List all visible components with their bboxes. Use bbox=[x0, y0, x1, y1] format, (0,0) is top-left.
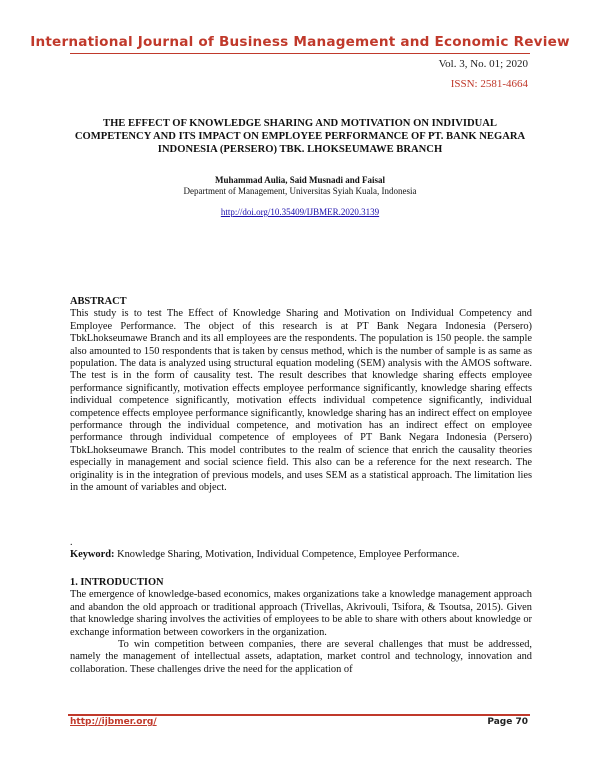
header-divider bbox=[70, 53, 530, 54]
doi-link[interactable]: http://doi.org/10.35409/IJBMER.2020.3139 bbox=[220, 207, 380, 217]
abstract-text: This study is to test The Effect of Knowledge Sharing and Motivation on Individual Competency and Employee Performance. The object of this research is at PT Bank Negara Indonesia (Persero) TbkLhokseumawe Branch and its all employees are the respondents. The population is 150 people. the sample also amounted to 150 respondents that is taken by census method, which is the number of sample is as same as population. The data is analyzed using structural equation modeling (SEM) analysis with the AMOS software. The test is in the form of causality test. The result describes that knowledge sharing effects employee performance significantly, motivation effects employee performance significantly, knowledge sharing effects individual competence significantly, motivation effects individual competence significantly, individual competence effects employee performance significantly, knowledge sharing has an indirect effect on employee performance through the individual competence, and motivation has an indirect effect on employee performance through individual competence of employees of PT Bank Negara Indonesia (Persero) TbkLhokseumawe Branch. This model contributes to the realm of science that enrich the causality theories especially in management and social science field. This also can be a reference for the next research. The originality is in the integration of previous models, and uses SEM as a statistical approach. The limitation lies in the amount of variables and object. bbox=[70, 308, 532, 494]
affiliation: Department of Management, Universitas Syiah Kuala, Indonesia bbox=[183, 186, 417, 196]
introduction-section bbox=[70, 577, 532, 676]
keywords-text: Knowledge Sharing, Motivation, Individual Competence, Employee Performance. bbox=[117, 549, 460, 560]
introduction-paragraph-1: The emergence of knowledge-based economics, makes organizations take a knowledge management approach and abandon the old approach or traditional approach (Trivellas, Akrivouli, Tsifora, & Tsoutsa, 2015). Given that knowledge sharing involves the activities of employees to be able to share with others about knowledge or exchange information between coworkers in the organization. bbox=[70, 589, 532, 638]
introduction-heading: 1. INTRODUCTION bbox=[70, 577, 164, 588]
authors: Muhammad Aulia, Said Musnadi and Faisal bbox=[214, 175, 386, 185]
abstract-heading: ABSTRACT bbox=[70, 296, 127, 307]
keywords-label: Keyword: bbox=[70, 549, 115, 560]
keywords-section bbox=[70, 549, 532, 561]
paper-title: THE EFFECT OF KNOWLEDGE SHARING AND MOTIVATION ON INDIVIDUAL COMPETENCY AND ITS IMPACT ON EMPLOYEE PERFORMANCE OF PT. BANK NEGARA INDONESIA (PERSERO) TBK. LHOKSEUMAWE BRANCH bbox=[74, 118, 526, 155]
page-number: Page 70 bbox=[487, 717, 528, 727]
volume-info: Vol. 3, No. 01; 2020 bbox=[438, 58, 528, 70]
abstract-trailing-mark: . bbox=[70, 537, 73, 548]
footer-divider bbox=[68, 714, 530, 716]
abstract-section bbox=[70, 296, 532, 495]
introduction-paragraph-2: To win competition between companies, there are several challenges that must be addressed, namely the management of intellectual assets, adaptation, market control and technology, innovation and collaboration. These challenges drive the need for the application of bbox=[70, 639, 532, 675]
footer-url-link[interactable]: http://ijbmer.org/ bbox=[70, 717, 157, 727]
journal-title: International Journal of Business Management and Economic Review bbox=[30, 34, 570, 50]
issn: ISSN: 2581-4664 bbox=[450, 78, 528, 90]
